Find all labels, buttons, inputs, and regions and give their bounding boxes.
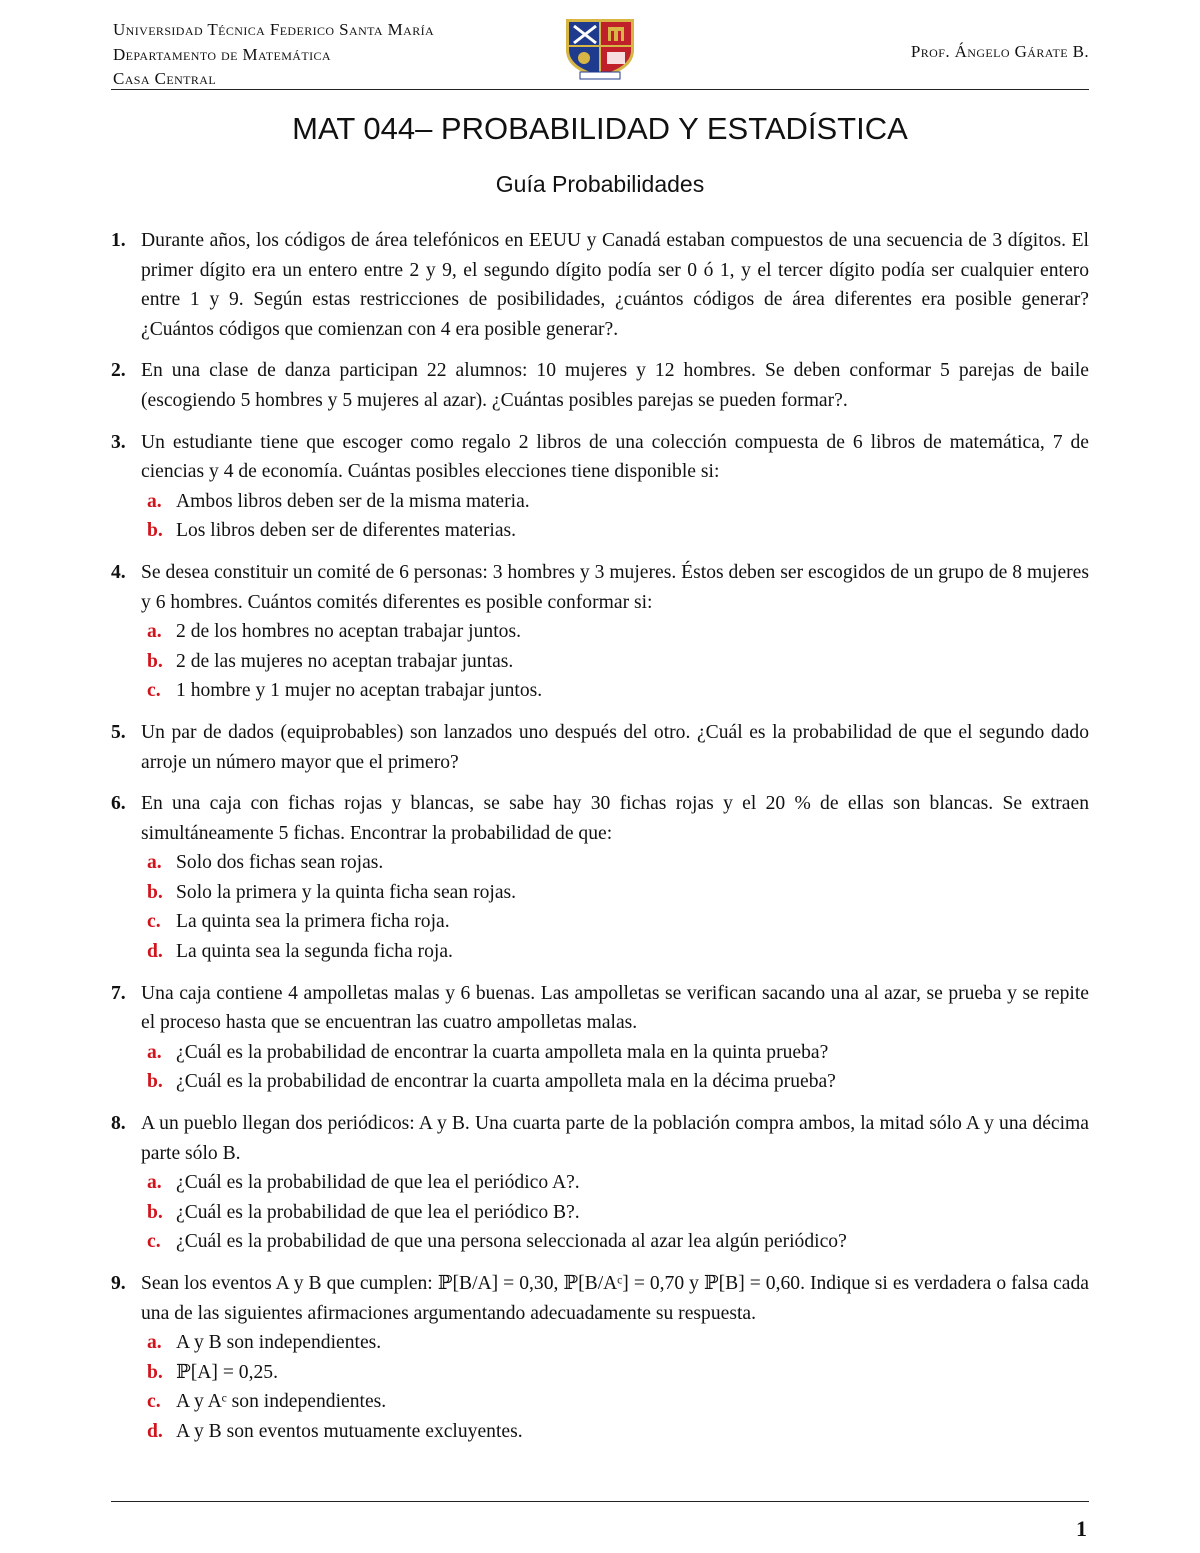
sub-question-text: A y B son eventos mutuamente excluyentes. [176,1420,523,1442]
sub-question-letter: c. [147,1231,161,1253]
problem-item [111,789,1089,967]
sub-question-text: ¿Cuál es la probabilidad de encontrar la cuarta ampolleta mala en la quinta prueba? [176,1041,829,1063]
problem-text: Un estudiante tiene que escoger como regalo 2 libros de una colección compuesta de 6 libros de matemática, 7 de ciencias y 4 de economía. Cuántas posibles elecciones tiene disponible si: [141,431,1089,483]
sub-question [141,1038,1089,1068]
sub-question-text: Ambos libros deben ser de la misma materia. [176,490,530,512]
problem-number: 6. [111,793,126,815]
sub-question-letter: a. [147,490,162,512]
problem-item [111,979,1089,1097]
sub-question [141,907,1089,937]
sub-question [141,647,1089,677]
sub-question [141,848,1089,878]
sub-question-text: 2 de las mujeres no aceptan trabajar juntas. [176,650,514,672]
problem-number: 8. [111,1113,126,1135]
university-crest-icon [560,16,640,82]
sub-question-text: ¿Cuál es la probabilidad de que una persona seleccionada al azar lea algún periódico? [176,1231,847,1253]
sub-question [141,1168,1089,1198]
professor-name: Prof. Ángelo Gárate B. [910,42,1089,61]
sub-question-text: ¿Cuál es la probabilidad de que lea el periódico B?. [176,1201,580,1223]
sub-question-letter: d. [147,1420,163,1442]
sub-question [141,676,1089,706]
sub-question-text: ¿Cuál es la probabilidad de encontrar la cuarta ampolleta mala en la décima prueba? [176,1071,836,1093]
problem-number: 2. [111,360,126,382]
sub-question-letter: c. [147,680,161,702]
sub-question-letter: a. [147,852,162,874]
sub-question-text: 1 hombre y 1 mujer no aceptan trabajar juntos. [176,680,543,702]
problem-number: 3. [111,431,126,453]
sub-question-text: Los libros deben ser de diferentes materias. [176,520,517,542]
department-name: Departamento de Matemática [113,44,331,64]
sub-question-text: Solo dos fichas sean rojas. [176,852,384,874]
sub-question [141,1198,1089,1228]
sub-question-letter: b. [147,520,163,542]
university-name: Universidad Técnica Federico Santa María [113,20,435,39]
sub-question [141,1067,1089,1097]
sub-question-text: La quinta sea la primera ficha roja. [176,911,450,933]
problem-number: 9. [111,1273,126,1294]
sub-question [141,1387,1089,1417]
sub-question-letter: b. [147,1071,163,1093]
sub-question-letter: d. [147,941,163,963]
problem-item [111,718,1089,777]
sub-question-text: A y B son independientes. [176,1332,382,1354]
header-institution [113,18,434,92]
sub-question [141,1358,1089,1388]
footer-divider [111,1501,1089,1502]
problem-text: Una caja contiene 4 ampolletas malas y 6 buenas. Las ampolletas se verifican sacando una al azar, se prueba y se repite el proceso hasta que se encuentran las cuatro ampolletas malas. [141,982,1089,1034]
problem-number: 7. [111,982,126,1004]
sub-question [141,878,1089,908]
sub-question [141,1227,1089,1257]
page-number: 1 [1076,1516,1087,1541]
sub-question-text: 2 de los hombres no aceptan trabajar juntos. [176,621,521,643]
header-divider [111,89,1089,90]
page-title: MAT 044– PROBABILIDAD Y ESTADÍSTICA [292,111,908,146]
problem-item [111,558,1089,706]
sub-question-letter: b. [147,1201,163,1223]
problem-text: En una caja con fichas rojas y blancas, se sabe hay 30 fichas rojas y el 20 % de ellas son blancas. Se extraen simultáneamente 5 fichas. Encontrar la probabilidad de que: [141,793,1089,844]
sub-question-letter: c. [147,1391,161,1413]
problem-item [111,428,1089,546]
problem-list [111,226,1089,1459]
sub-question-letter: a. [147,1041,162,1063]
sub-question-text: Solo la primera y la quinta ficha sean rojas. [176,881,517,903]
sub-question-text: La quinta sea la segunda ficha roja. [176,941,453,963]
problem-number: 1. [111,230,126,251]
sub-question [141,487,1089,517]
sub-question-letter: c. [147,911,161,933]
sub-question [141,516,1089,546]
problem-text: Se desea constituir un comité de 6 personas: 3 hombres y 3 mujeres. Éstos deben ser escogidos de un grupo de 8 mujeres y 6 hombres. Cuántos comités diferentes es posible conformar si: [141,561,1089,613]
problem-text: Un par de dados (equiprobables) son lanzados uno después del otro. ¿Cuál es la probabilidad de que el segundo dado arroje un número mayor que el primero? [141,721,1089,773]
campus-name: Casa Central [113,69,217,88]
sub-question-letter: a. [147,621,162,643]
problem-item [111,226,1089,344]
problem-text: Durante años, los códigos de área telefónicos en EEUU y Canadá estaban compuestos de una secuencia de 3 dígitos. El primer dígito era un entero entre 2 y 9, el segundo dígito podía ser 0 ó 1, y el tercer dígito podía ser cualquier entero entre 1 y 9. Según estas restricciones de posibilidades, ¿cuántos códigos de área diferentes era posible generar? ¿Cuántos códigos que comienzan con 4 era posible generar?. [141,230,1089,340]
problem-item [111,1269,1089,1447]
problem-text: A un pueblo llegan dos periódicos: A y B. Una cuarta parte de la población compra ambos, la mitad sólo A y una décima parte sólo B. [141,1113,1089,1164]
sub-question [141,1328,1089,1358]
sub-question-text: A y Aᶜ son independientes. [176,1391,387,1413]
problem-number: 4. [111,561,126,583]
sub-question-letter: a. [147,1332,162,1354]
sub-question-letter: b. [147,881,163,903]
problem-text: En una clase de danza participan 22 alumnos: 10 mujeres y 12 hombres. Se deben conformar 5 parejas de baile (escogiendo 5 hombres y 5 mujeres al azar). ¿Cuántas posibles parejas se pueden formar?. [141,360,1089,411]
problem-number: 5. [111,721,126,743]
problem-item [111,1109,1089,1257]
sub-question-letter: b. [147,1361,163,1383]
sub-question [141,617,1089,647]
sub-question [141,1417,1089,1447]
sub-question-letter: b. [147,650,163,672]
sub-question [141,937,1089,967]
sub-question-letter: a. [147,1172,162,1194]
sub-question-text: ¿Cuál es la probabilidad de que lea el periódico A?. [176,1172,580,1194]
page-subtitle: Guía Probabilidades [495,171,705,197]
sub-question-text: ℙ[A] = 0,25. [176,1361,278,1383]
problem-item [111,356,1089,415]
problem-text: Sean los eventos A y B que cumplen: ℙ[B/A] = 0,30, ℙ[B/Aᶜ] = 0,70 y ℙ[B] = 0,60. Indique si es verdadera o falsa cada una de las siguientes afirmaciones argumentando adecuadamente su respuesta. [141,1273,1089,1324]
